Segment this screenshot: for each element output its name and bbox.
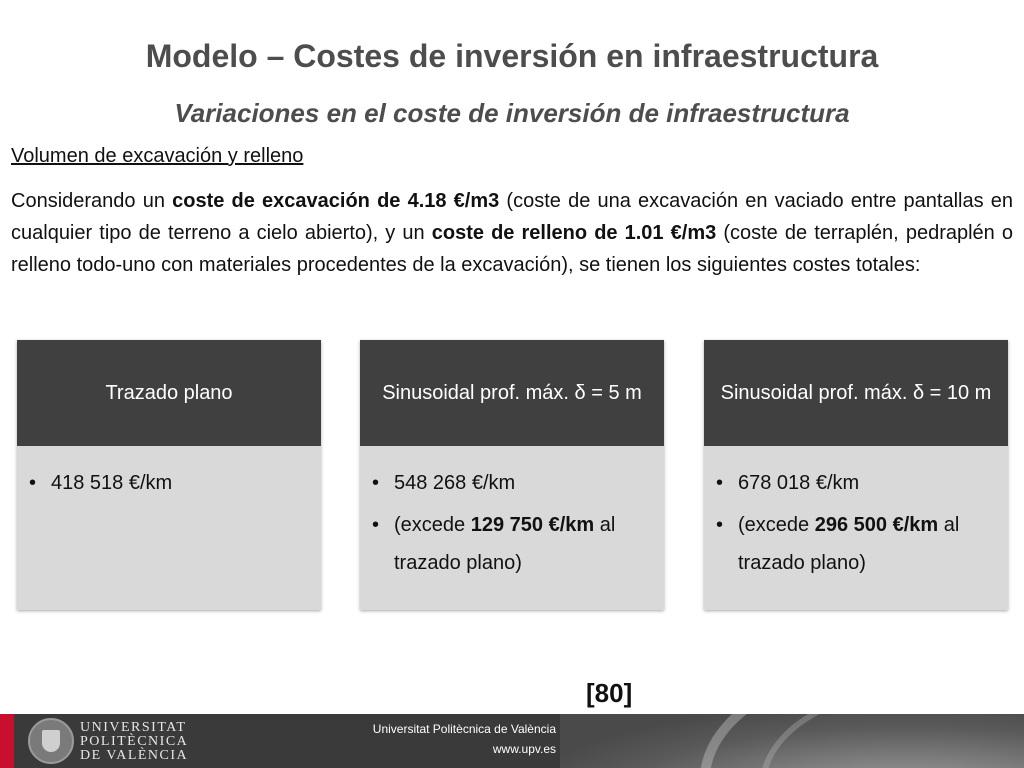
excess-value: 129 750 €/km xyxy=(470,514,595,536)
cost-value: 678 018 €/km xyxy=(738,472,860,494)
university-seal-icon xyxy=(28,718,74,764)
card-header xyxy=(17,340,321,446)
card-list xyxy=(716,464,996,582)
footer-red-stripe xyxy=(0,714,14,768)
list-item xyxy=(29,464,309,502)
bullet-icon: • xyxy=(29,472,37,494)
slide-subtitle: Variaciones en el coste de inversión de infraestructura xyxy=(174,98,850,128)
list-item xyxy=(716,464,996,502)
card-header-label: Sinusoidal prof. máx. δ = 10 m xyxy=(720,381,992,404)
list-item xyxy=(372,506,652,582)
excavation-cost-bold: coste de excavación de 4.18 €/m3 xyxy=(172,190,500,212)
university-logo-text xyxy=(80,721,188,763)
bullet-icon: • xyxy=(716,514,724,536)
footer-university-name: Universitat Politècnica de València xyxy=(372,722,556,736)
paragraph-text-1: Considerando un xyxy=(11,190,173,212)
fill-cost-bold: coste de relleno de 1.01 €/m3 xyxy=(431,222,717,244)
footer-website-link[interactable]: www.upv.es xyxy=(492,742,556,756)
list-item xyxy=(372,464,652,502)
logo-line-1: UNIVERSITAT xyxy=(80,720,187,735)
logo-line-3: DE VALÈNCIA xyxy=(80,748,189,763)
card-list xyxy=(372,464,652,582)
list-item xyxy=(716,506,996,582)
excess-text-pre: (excede xyxy=(394,514,471,536)
cost-value: 418 518 €/km xyxy=(51,472,173,494)
intro-paragraph xyxy=(11,185,1013,281)
card-body xyxy=(704,446,1008,610)
bullet-icon: • xyxy=(372,514,380,536)
card-body xyxy=(17,446,321,610)
footer-bar xyxy=(0,714,1024,768)
card-header-label: Sinusoidal prof. máx. δ = 5 m xyxy=(382,381,642,404)
excess-text-post: al trazado plano) xyxy=(738,514,960,574)
slide-title: Modelo – Costes de inversión en infraestructura xyxy=(145,38,879,74)
section-heading: Volumen de excavación y relleno xyxy=(11,145,304,167)
card-header-label: Trazado plano xyxy=(105,381,233,404)
bullet-icon: • xyxy=(716,472,724,494)
footer-seal-texture xyxy=(560,714,1024,768)
card-sinusoidal-5m xyxy=(360,340,664,610)
excess-text-pre: (excede xyxy=(738,514,815,536)
logo-line-2: POLITÈCNICA xyxy=(80,734,189,749)
card-body xyxy=(360,446,664,610)
paragraph-text-2: (coste de una excavación en vaciado entre pantallas en cualquier tipo de terreno a cielo abierto), y un xyxy=(11,190,1014,244)
card-sinusoidal-10m xyxy=(704,340,1008,610)
seal-ring-decoration xyxy=(760,714,1024,768)
excess-text-post: al trazado plano) xyxy=(394,514,616,574)
reference-number: [80] xyxy=(586,678,633,708)
excess-value: 296 500 €/km xyxy=(814,514,939,536)
cost-value: 548 268 €/km xyxy=(394,472,516,494)
bullet-icon: • xyxy=(372,472,380,494)
card-header xyxy=(360,340,664,446)
paragraph-text-3: (coste de terraplén, pedraplén o relleno todo-uno con materiales procedentes de la excavación), se tienen los siguientes costes totales: xyxy=(11,222,1014,276)
card-list xyxy=(29,464,309,502)
card-flat-route xyxy=(17,340,321,610)
footer-info xyxy=(360,719,556,759)
card-header xyxy=(704,340,1008,446)
